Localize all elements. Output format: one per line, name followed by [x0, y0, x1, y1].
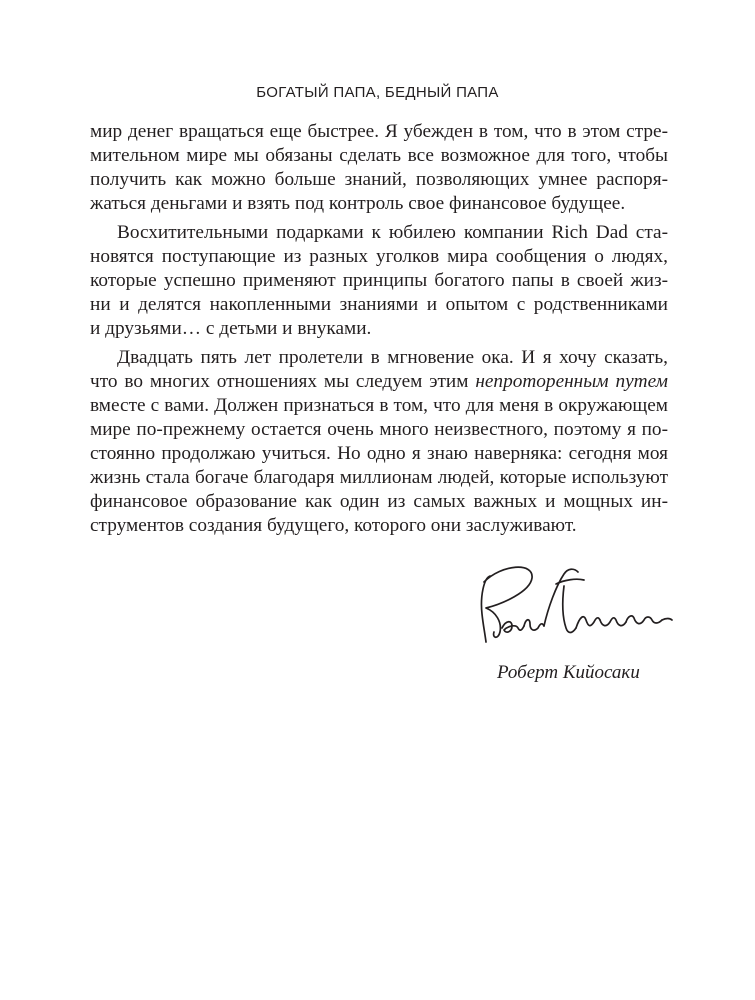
text-line: мительном мире мы обязаны сделать все возможное для того, чтобы — [90, 145, 668, 166]
paragraph-3 — [90, 346, 668, 538]
text-line: Двадцать пять лет пролетели в мгновение ока. И я хочу сказать, — [117, 347, 668, 368]
text-line: стоянно продолжаю учиться. Но одно я знаю наверняка: сегодня моя — [90, 443, 668, 464]
handwritten-signature — [472, 556, 677, 656]
text-line: финансовое образование как один из самых важных и мощных ин- — [90, 491, 668, 512]
text-line: струментов создания будущего, которого они заслуживают. — [90, 515, 577, 536]
text-line: новятся поступающие из разных уголков мира сообщения о людях, — [90, 246, 668, 267]
paragraph-1 — [90, 120, 668, 216]
text-line: и друзьями… с детьми и внуками. — [90, 318, 372, 339]
text-line: ни и делятся накопленными знаниями и опытом с родственниками — [90, 294, 668, 315]
running-head: БОГАТЫЙ ПАПА, БЕДНЫЙ ПАПА — [256, 84, 499, 101]
text-line: которые успешно применяют принципы богатого папы в своей жиз- — [90, 270, 668, 291]
text-line: жизнь стала богаче благодаря миллионам людей, которые используют — [90, 467, 668, 488]
text-line: получить как можно больше знаний, позволяющих умнее распоря- — [90, 169, 668, 190]
text-line: Восхитительными подарками к юбилею компании Rich Dad ста- — [117, 222, 668, 243]
text-line: мир денег вращаться еще быстрее. Я убежден в том, что в этом стре- — [90, 121, 668, 142]
text-run: что во многих отношениях мы следуем этим — [90, 371, 469, 392]
italic-phrase: непроторенным путем — [475, 371, 668, 392]
text-line: вместе с вами. Должен признаться в том, что для меня в окружающем — [90, 395, 668, 416]
paragraph-2 — [90, 221, 668, 341]
body-text — [90, 120, 668, 538]
author-name: Роберт Кийосаки — [497, 662, 640, 683]
text-line: жаться деньгами и взять под контроль свое финансовое будущее. — [90, 193, 626, 214]
text-line: мире по-прежнему остается очень много неизвестного, поэтому я по- — [90, 419, 668, 440]
text-line — [90, 370, 668, 394]
